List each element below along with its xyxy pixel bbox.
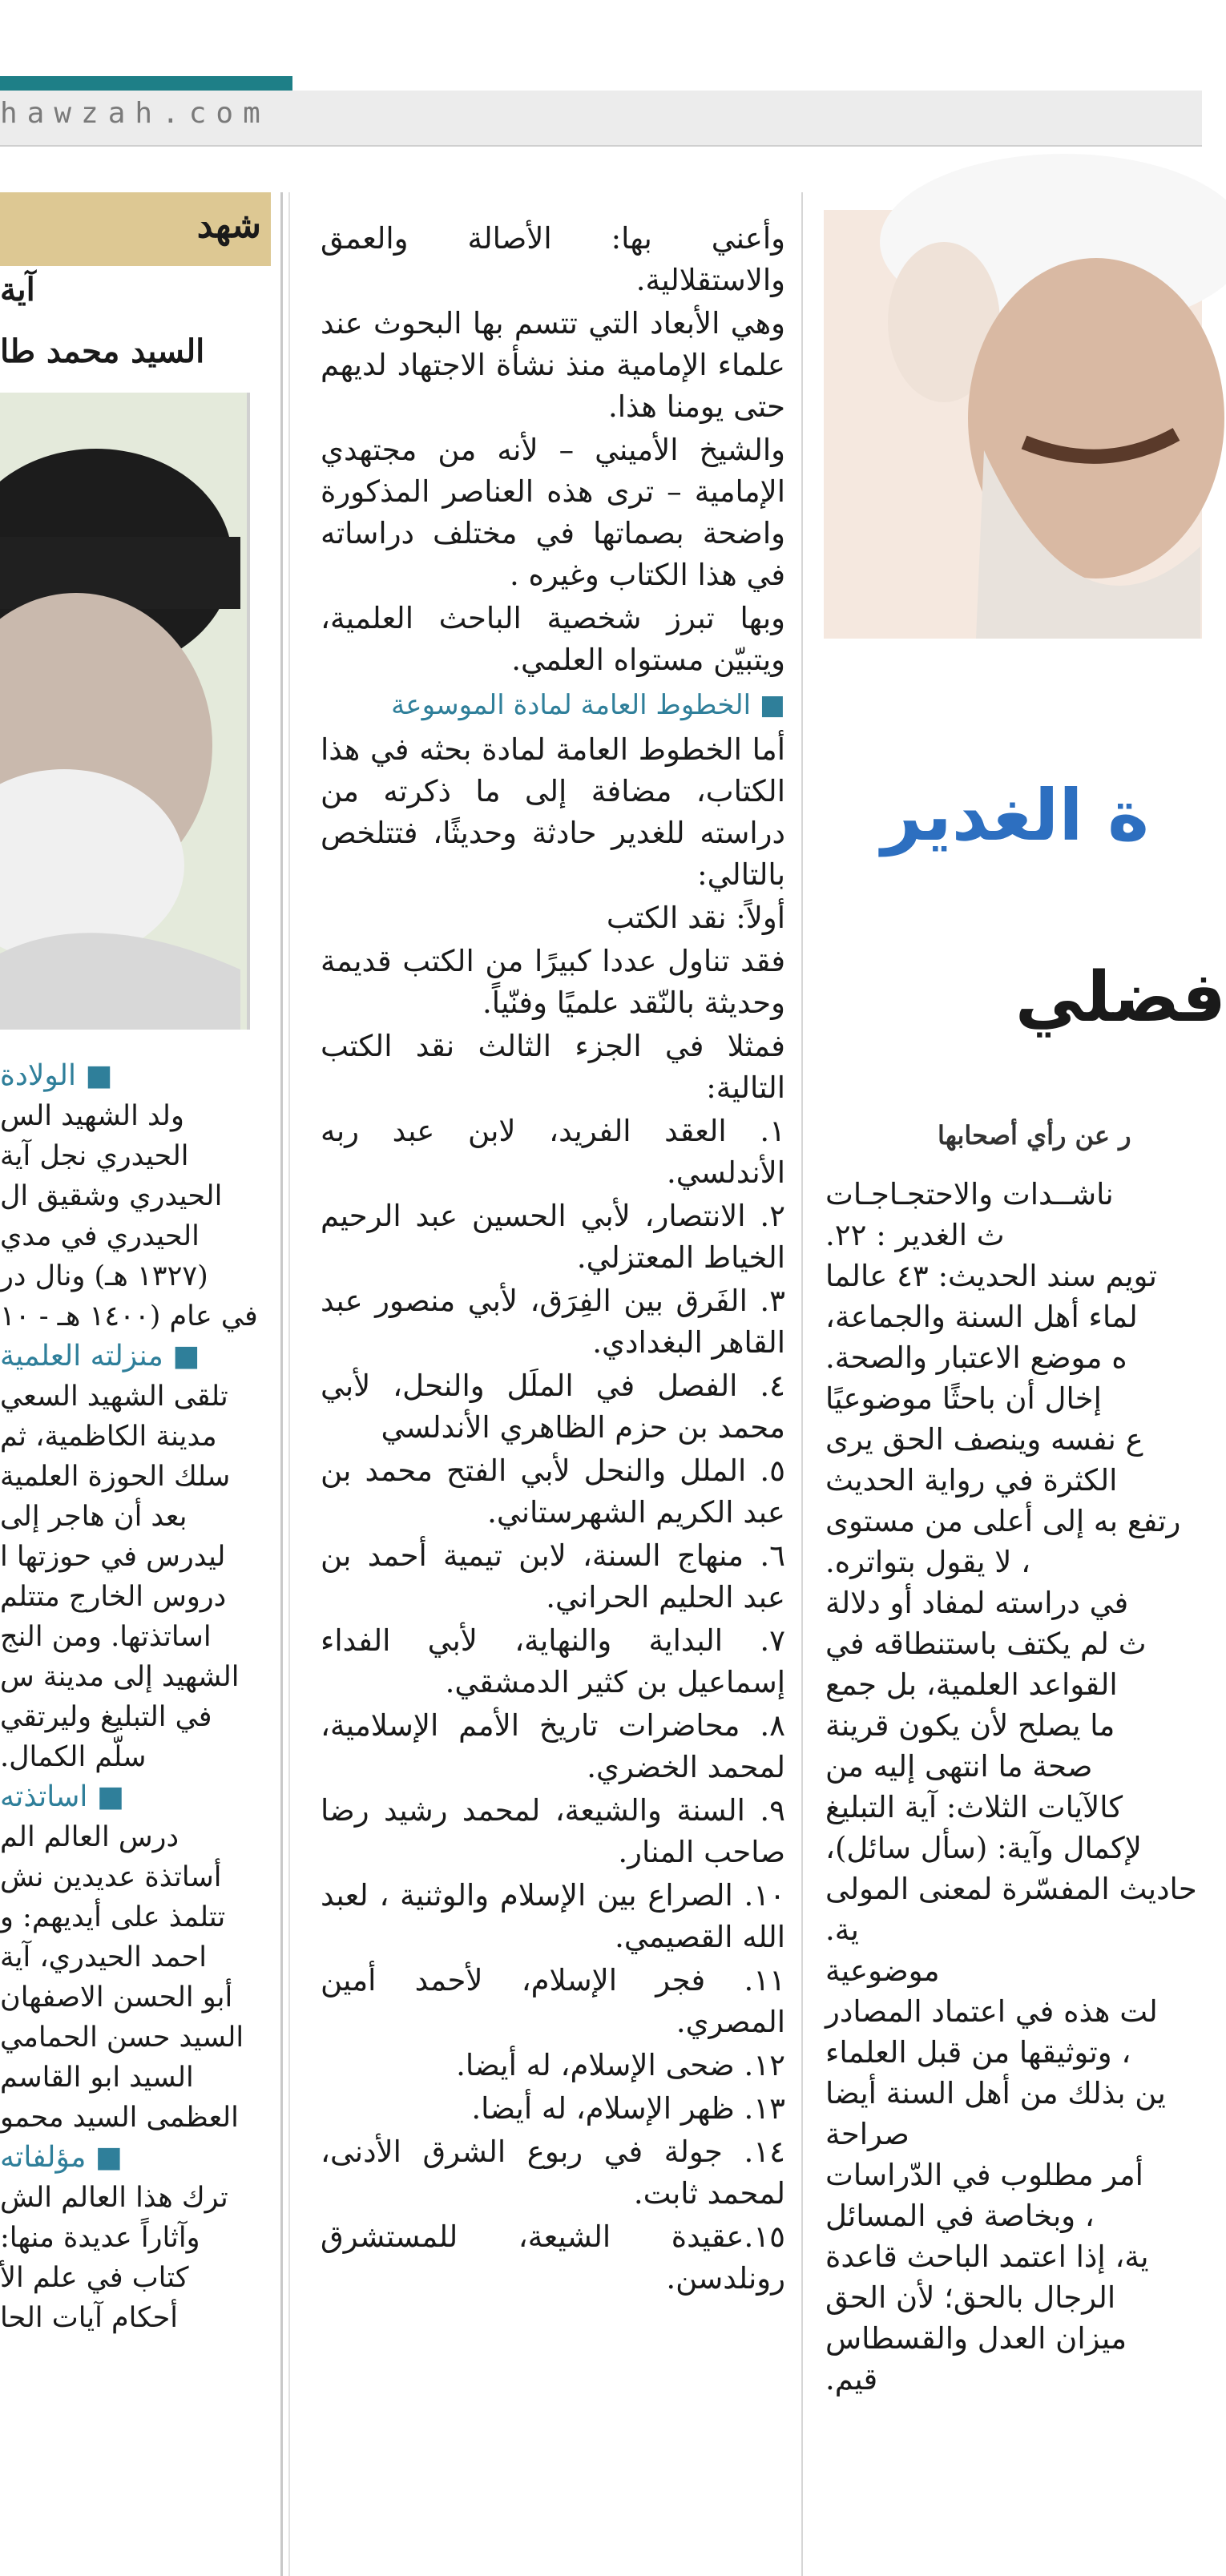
column-divider-right: [801, 192, 803, 2576]
sidebar-biography: [0, 1056, 268, 2576]
sidebar-subtitle: آية: [0, 271, 35, 308]
paragraph-line: ، وتوثيقها من قبل العلماء: [825, 2035, 1131, 2070]
sidebar-paragraph-line: تتلمذ على أيديهم: و: [0, 1901, 226, 1933]
sidebar-paragraph-line: في عام (١٤٠٠ هـ - ١٠: [0, 1300, 258, 1332]
sidebar-paragraph-line: السيد حسن الحمامي: [0, 2022, 244, 2054]
headline-line-1: ة الغدير: [881, 774, 1150, 857]
sidebar-section-heading: ■ منزلته العلمية: [0, 1340, 200, 1373]
paragraph-line: رتفع به إلى أعلى من مستوى: [825, 1504, 1181, 1538]
paragraph: والشيخ الأميني – لأنه من مجتهدي الإمامية – ترى هذه العناصر المذكورة واضحة بصماتها في مختلف دراساته في هذا الكتاب وغيره .: [321, 433, 785, 592]
sidebar-paragraph-line: في التبليغ وليرتقي: [0, 1701, 212, 1733]
paragraph: ١٣. ظهر الإسلام، له أيضا.: [471, 2091, 785, 2126]
sidebar-paragraph-line: اساتذتها. ومن النج: [0, 1621, 212, 1653]
sidebar-paragraph-line: سلك الحوزة العلمية: [0, 1461, 231, 1493]
paragraph: ٧. البداية والنهاية، لأبي الفداء إسماعيل بن كثير الدمشقي.: [321, 1623, 785, 1699]
scholar-portrait-icon: [824, 210, 1202, 639]
article-right-column: [825, 1174, 1202, 2576]
paragraph: ٤. الفصل في الملَل والنحل، لأبي محمد بن حزم الظاهري الأندلسي: [321, 1369, 785, 1445]
paragraph-line: كالآيات الثلاث: آية التبليغ: [825, 1790, 1123, 1824]
paragraph: ٢. الانتصار، لأبي الحسين عبد الرحيم الخياط المعتزلي.: [321, 1199, 785, 1275]
paragraph: ٥. الملل والنحل لأبي الفتح محمد بن عبد الكريم الشهرستاني.: [321, 1453, 785, 1530]
paragraph: ١٥.عقيدة الشيعة، للمستشرق رونلدسن.: [321, 2219, 785, 2296]
paragraph-line: تويم سند الحديث: ٤٣ عالما: [825, 1259, 1157, 1293]
sidebar-heading-box: [0, 192, 271, 266]
scholar-photo: [824, 210, 1202, 639]
column-divider-light: [288, 192, 290, 2576]
paragraph: أما الخطوط العامة لمادة بحثه في هذا الكتاب، مضافة إلى ما ذكرته من دراسته للغدير حادثة وحديثًا، فتتلخص بالتالي:: [321, 732, 785, 892]
sidebar-paragraph-line: وآثاراً عديدة منها:: [0, 2222, 200, 2254]
sidebar-paragraph-line: دروس الخارج متتلم: [0, 1581, 227, 1613]
paragraph: ١٠. الصراع بين الإسلام والوثنية ، لعبد الله القصيمي.: [321, 1878, 785, 1954]
paragraph-line: ث لم يكتف باستنطاقه في: [825, 1627, 1147, 1661]
sidebar-paragraph-line: أحكام آيات الحا: [0, 2302, 178, 2334]
paragraph: ٦. منهاج السنة، لابن تيمية أحمد بن عبد الحليم الحراني.: [321, 1538, 785, 1615]
sidebar-paragraph-line: تلقى الشهيد السعي: [0, 1381, 228, 1413]
sidebar-heading: شهد: [196, 205, 261, 246]
paragraph: ١. العقد الفريد، لابن عبد ربه الأندلسي.: [321, 1114, 785, 1190]
sidebar-section-heading: ■ مؤلفاته: [0, 2141, 123, 2174]
paragraph-line: ع نفسه وينصف الحق يرى: [825, 1422, 1143, 1457]
paragraph: وهي الأبعاد التي تتسم بها البحوث عند علماء الإمامية منذ نشأة الاجتهاد لديهم حتى يومنا هذا.: [321, 306, 785, 424]
sidebar-paragraph-line: أبو الحسن الاصفهان: [0, 1981, 233, 2014]
sidebar-section-heading: ■ الولادة: [0, 1059, 113, 1092]
paragraph-line: موضوعية: [825, 1953, 940, 1988]
paragraph: ١٢. ضحى الإسلام، له أيضا.: [456, 2048, 785, 2082]
paragraph-line: أمر مطلوب في الدّراسات: [825, 2158, 1143, 2192]
column-divider: [280, 192, 283, 2576]
paragraph-line: في دراسته لمفاد أو دلالة: [825, 1586, 1129, 1620]
paragraph: وأعني بها: الأصالة والعمق والاستقلالية.: [321, 221, 785, 297]
paragraph: أولاً: نقد الكتب: [606, 901, 785, 935]
paragraph-line: إخال أن باحثًا موضوعيًا: [825, 1381, 1102, 1416]
headline-line-2: فضلي: [1014, 957, 1226, 1038]
top-band: [0, 0, 1202, 76]
paragraph-line: لت هذه في اعتماد المصادر: [825, 1994, 1158, 2029]
header-accent-bar: [0, 76, 292, 91]
paragraph: ١١. فجر الإسلام، لأحمد أمين المصري.: [321, 1963, 785, 2039]
sidebar-paragraph-line: (١٣٢٧ هـ) ونال در: [0, 1260, 208, 1292]
sidebar-paragraph-line: مدينة الكاظمية، ثم: [0, 1421, 217, 1453]
paragraph-line: ما يصلح لأن يكون قرينة: [825, 1708, 1115, 1743]
paragraph-line: ، لا يقول بتواتره.: [825, 1545, 1031, 1579]
paragraph: ٩. السنة والشيعة، لمحمد رشيد رضا صاحب المنار.: [321, 1793, 785, 1869]
sidebar-paragraph-line: الحيدري وشقيق ال: [0, 1180, 223, 1212]
section-heading: ■ الخطوط العامة لمادة الموسوعة: [391, 689, 785, 721]
paragraph-line: حاديث المفسّرة لمعنى المولى: [825, 1872, 1197, 1906]
sidebar-paragraph-line: احمد الحيدري، آية: [0, 1941, 207, 1973]
sidebar-paragraph-line: العظمى السيد محمو: [0, 2102, 239, 2134]
sidebar-author-name: السيد محمد طا: [0, 333, 205, 370]
article-middle-column: [321, 218, 785, 2576]
paragraph-line: ناشــدات والاحتجـاجـات: [825, 1177, 1114, 1211]
paragraph-line: الرجال بالحق؛ لأن الحق: [825, 2280, 1116, 2315]
paragraph: ١٤. جولة في ربوع الشرق الأدنى، لمحمد ثابت.: [321, 2135, 785, 2211]
paragraph-line: ه موضع الاعتبار والصحة.: [825, 1340, 1127, 1375]
paragraph-line: ية، إذا اعتمد الباحث قاعدة: [825, 2239, 1149, 2274]
portrait-photo-icon: [0, 393, 247, 1030]
paragraph: ٣. الفَرق بين الفِرَق، لأبي منصور عبد القاهر البغدادي.: [321, 1284, 785, 1360]
sidebar-paragraph-line: ليدرس في حوزتها ا: [0, 1541, 226, 1573]
sidebar-paragraph-line: الحيدري في مدي: [0, 1220, 200, 1252]
sidebar-paragraph-line: كتاب في علم الأ: [0, 2262, 189, 2294]
sidebar-paragraph-line: سلّم الكمال.: [0, 1741, 147, 1773]
site-url[interactable]: hawzah.com: [0, 97, 270, 130]
sidebar-paragraph-line: درس العالم الم: [0, 1821, 179, 1853]
paragraph-line: ، وبخاصة في المسائل: [825, 2199, 1095, 2233]
paragraph-line: القواعد العلمية، بل جمع: [825, 1667, 1118, 1702]
sidebar-paragraph-line: ولد الشهيد الس: [0, 1100, 184, 1132]
sidebar-paragraph-line: أساتذة عديدين نش: [0, 1861, 222, 1893]
opinion-disclaimer: ر عن رأي أصحابها: [938, 1120, 1131, 1151]
paragraph-line: صحة ما انتهى إليه من: [825, 1749, 1093, 1784]
paragraph-line: الكثرة في رواية الحديث: [825, 1463, 1118, 1498]
paragraph-line: ميزان العدل والقسطاس: [825, 2321, 1127, 2356]
paragraph-line: ث الغدير : ٢٢.: [825, 1218, 1005, 1252]
paragraph-line: لماء أهل السنة والجماعة،: [825, 1300, 1138, 1334]
paragraph-line: ين بذلك من أهل السنة أيضا: [825, 2076, 1166, 2110]
sidebar-paragraph-line: بعد أن هاجر إلى: [0, 1501, 188, 1533]
sidebar-paragraph-line: ترك هذا العالم الش: [0, 2182, 228, 2214]
paragraph-line: لإكمال وآية: (سأل سائل)،: [825, 1831, 1142, 1865]
paragraph-line: قيم.: [825, 2362, 878, 2397]
portrait-photo: [0, 393, 250, 1030]
paragraph: فقد تناول عددا كبيرًا من الكتب قديمة وحديثة بالنّقد علميًا وفنّياً.: [321, 944, 785, 1020]
paragraph: فمثلا في الجزء الثالث نقد الكتب التالية:: [321, 1029, 785, 1105]
sidebar-paragraph-line: السيد ابو القاسم: [0, 2062, 194, 2094]
sidebar-section-heading: ■ اساتذته: [0, 1780, 124, 1813]
paragraph: وبها تبرز شخصية الباحث العلمية، ويتبيّن مستواه العلمي.: [321, 601, 785, 677]
sidebar-paragraph-line: الشهيد إلى مدينة س: [0, 1661, 240, 1693]
paragraph-line: ية.: [825, 1913, 859, 1947]
sidebar-paragraph-line: الحيدري نجل آية: [0, 1140, 189, 1172]
paragraph-line: صراحة: [825, 2117, 909, 2151]
paragraph: ٨. محاضرات تاريخ الأمم الإسلامية، لمحمد الخضري.: [321, 1708, 785, 1784]
